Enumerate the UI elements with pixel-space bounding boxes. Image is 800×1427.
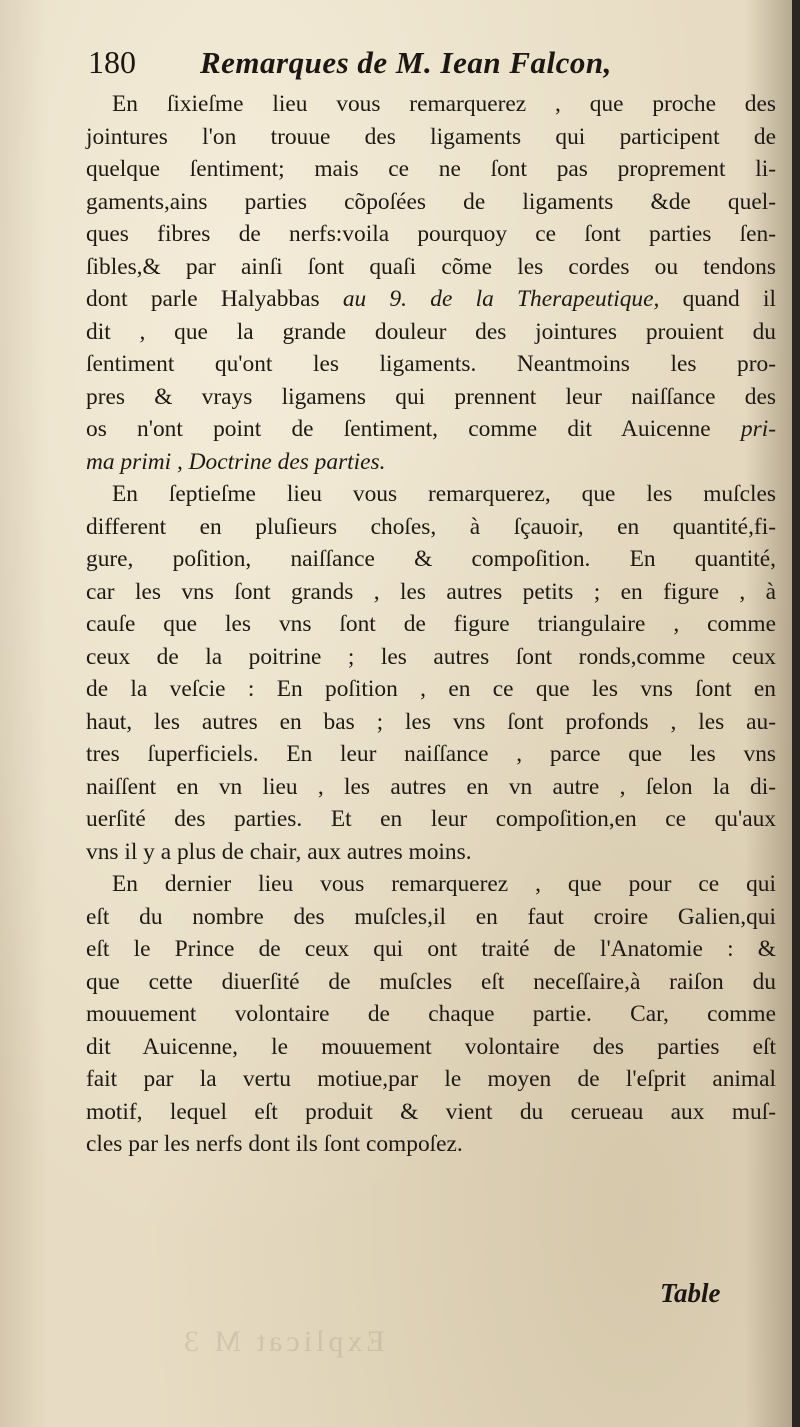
line-text: jointures l'on trouue des ligaments qui participent de <box>86 123 776 150</box>
paragraph <box>86 868 776 1161</box>
italic-reference: au 9. de la Therapeutique, <box>342 286 660 312</box>
italic-reference: ma primi , Doctrine des parties. <box>86 448 386 475</box>
line-text: de la veſcie : En poſition , en ce que les vns ſont en <box>86 676 776 702</box>
line-text: cles par les nerfs dont ils ſont compoſez. <box>86 1131 463 1157</box>
text-line <box>86 706 776 739</box>
line-text: vns il y a plus de chair, aux autres moins. <box>86 838 472 865</box>
text-line <box>86 998 776 1031</box>
line-text: ſentiment qu'ont les ligaments. Neantmoins les pro- <box>86 351 776 377</box>
line-text: En ſeptieſme lieu vous remarquerez, que les muſcles <box>112 481 776 507</box>
line-text: dit Auicenne, le mouuement volontaire des parties eſt <box>86 1033 776 1060</box>
line-text: dont parle Halyabbas <box>86 286 343 312</box>
text-line <box>86 186 776 219</box>
line-text: ceux de la poitrine ; les autres ſont ronds,comme ceux <box>86 643 776 670</box>
line-text: En ſixieſme lieu vous remarquerez , que proche des <box>112 91 776 117</box>
line-text: mouuement volontaire de chaque partie. Car, comme <box>86 1001 776 1027</box>
line-text: quelque ſentiment; mais ce ne ſont pas proprement li- <box>86 156 776 182</box>
text-line <box>86 771 776 804</box>
line-text: que cette diuerſité de muſcles eſt neceſſaire,à raiſon du <box>86 968 776 995</box>
line-text: naiſſent en vn lieu , les autres en vn autre , ſelon la di- <box>86 773 776 800</box>
text-line <box>86 218 776 251</box>
line-text: fait par la vertu motiue,par le moyen de l'eſprit animal <box>86 1066 776 1092</box>
text-line <box>86 251 776 284</box>
text-line <box>86 836 776 869</box>
line-text: ques fibres de nerfs:voila pourquoy ce ſont parties ſen- <box>86 221 776 247</box>
text-line <box>86 673 776 706</box>
text-line <box>86 966 776 999</box>
text-line <box>86 1096 776 1129</box>
text-line <box>86 121 776 154</box>
text-line <box>86 1128 776 1161</box>
text-line <box>86 478 776 511</box>
text-line <box>86 738 776 771</box>
line-text: eſt le Prince de ceux qui ont traité de l'Anatomie : & <box>86 936 776 962</box>
text-line <box>86 381 776 414</box>
text-line <box>86 88 776 121</box>
body-text <box>86 88 776 1161</box>
page-header <box>88 44 768 88</box>
text-line <box>86 511 776 544</box>
running-head: Remarques de M. Iean Falcon, <box>200 45 612 80</box>
line-text: car les vns ſont grands , les autres petits ; en figure , à <box>86 578 776 605</box>
text-line <box>86 316 776 349</box>
line-text: eſt du nombre des muſcles,il en faut croire Galien,qui <box>86 903 776 930</box>
text-line <box>86 576 776 609</box>
line-text: ſibles,& par ainſi ſont quaſi cõme les cordes ou tendons <box>86 253 776 280</box>
line-text: En dernier lieu vous remarquerez , que pour ce qui <box>112 871 776 897</box>
line-text: cauſe que les vns ſont de figure triangulaire , comme <box>86 611 776 637</box>
line-text: tres ſuperficiels. En leur naiſſance , parce que les vns <box>86 741 776 767</box>
line-text: uerſité des parties. Et en leur compoſition,en ce qu'aux <box>86 806 776 832</box>
catchword: Table <box>660 1278 721 1308</box>
text-line <box>86 1031 776 1064</box>
line-text: different en pluſieurs choſes, à ſçauoir, en quantité,fi- <box>86 513 776 540</box>
line-text: quand il <box>659 286 776 312</box>
text-line <box>86 348 776 381</box>
line-text: motif, lequel eſt produit & vient du cerueau aux muſ- <box>86 1098 776 1125</box>
text-line <box>86 543 776 576</box>
line-text: pres & vrays ligamens qui prennent leur naiſſance des <box>86 383 776 410</box>
show-through-text: Explicat M 3 <box>180 1325 385 1358</box>
text-line <box>86 413 776 446</box>
text-line <box>86 933 776 966</box>
line-text: gure, poſition, naiſſance & compoſition. En quantité, <box>86 546 776 572</box>
line-text: haut, les autres en bas ; les vns ſont profonds , les au- <box>86 708 776 735</box>
text-line <box>86 283 776 316</box>
text-line <box>86 1063 776 1096</box>
text-line <box>86 641 776 674</box>
line-text: gaments,ains parties cõpoſées de ligaments &de quel- <box>86 188 776 215</box>
text-line <box>86 803 776 836</box>
paragraph <box>86 88 776 478</box>
text-line <box>86 868 776 901</box>
text-line <box>86 608 776 641</box>
line-text: dit , que la grande douleur des jointures prouient du <box>86 318 776 345</box>
page-number: 180 <box>88 44 136 80</box>
text-line <box>86 901 776 934</box>
italic-reference: pri- <box>740 416 776 442</box>
text-line <box>86 446 776 479</box>
text-line <box>86 153 776 186</box>
paragraph <box>86 478 776 868</box>
line-text: os n'ont point de ſentiment, comme dit Auicenne <box>86 416 741 442</box>
